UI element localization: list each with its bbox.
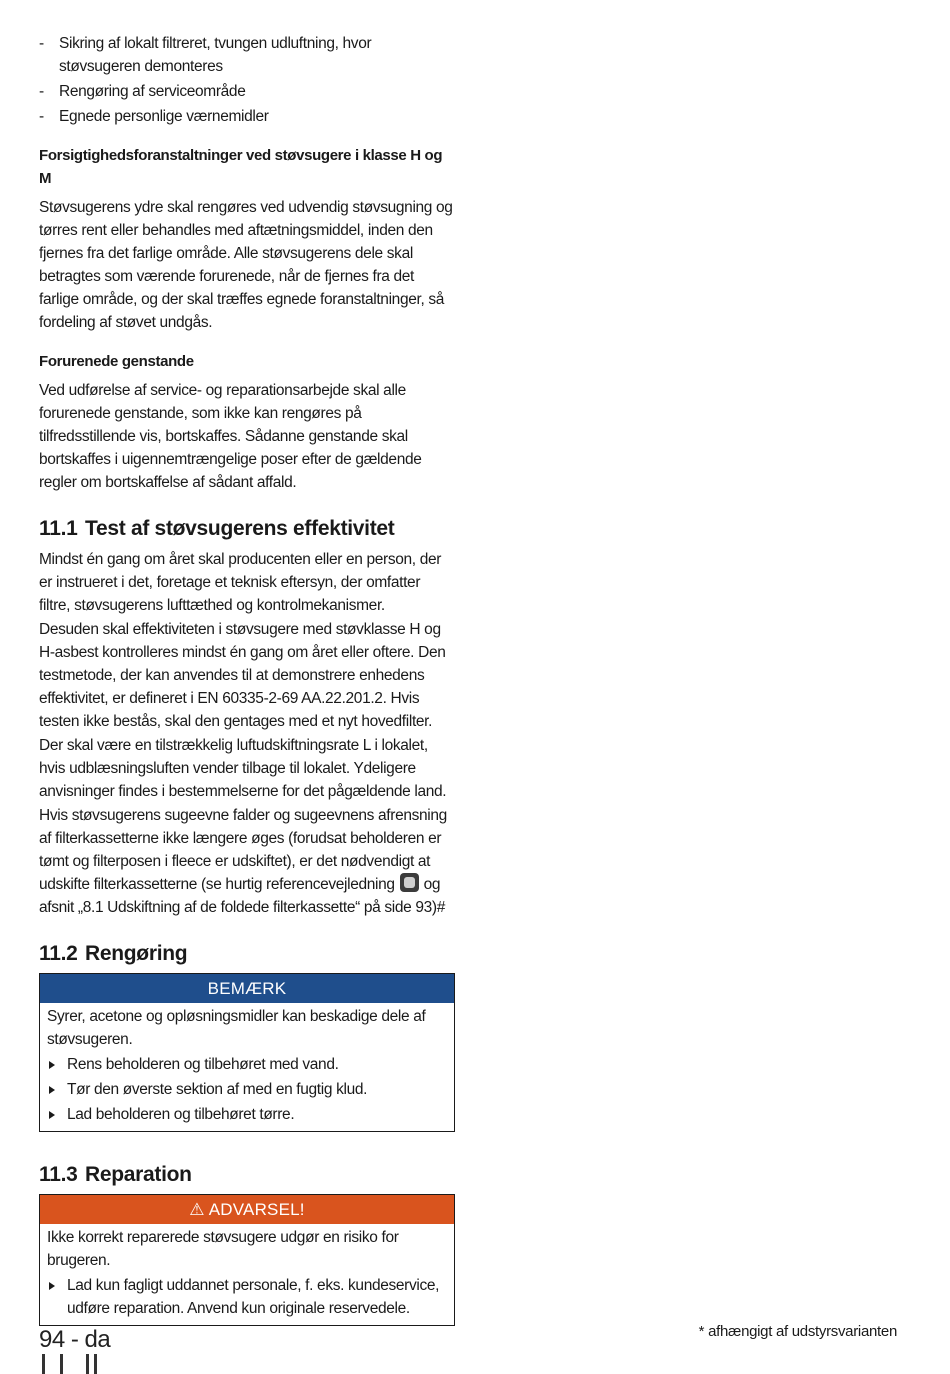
notice-text: Syrer, acetone og opløsningsmidler kan beskadige dele af støvsugeren. <box>47 1008 426 1048</box>
intro-list <box>39 32 455 128</box>
bullet-text: Rens beholderen og tilbehøret med vand. <box>67 1056 339 1073</box>
section-heading-11-1 <box>39 516 455 542</box>
warning-header <box>40 1195 454 1224</box>
quick-reference-guide-icon <box>400 873 419 892</box>
notice-body <box>40 1003 454 1131</box>
section-heading-11-2 <box>39 941 455 967</box>
list-item-text: Rengøring af serviceområde <box>59 83 246 100</box>
list-item-text: Sikring af lokalt filtreret, tvungen udluftning, hvor støvsugeren demonteres <box>59 35 372 75</box>
warning-bullet <box>47 1274 447 1320</box>
contaminated-items-text: Ved udførelse af service- og reparationsarbejde skal alle forurenede genstande, som ikke kan rengøres på tilfredsstillende vis, bortskaffes. Sådanne genstande skal bortskaffes i uigennemtrængelige poser efter de gældende regler om bortskaffelse af sådant affald. <box>39 382 422 491</box>
warning-triangle-icon: ⚠ <box>189 1200 205 1219</box>
list-item <box>39 32 455 78</box>
list-item <box>39 80 455 103</box>
dash-marker: - <box>39 108 44 125</box>
paragraph-text: og afsnit „8.1 Udskiftning af de foldede filterkassette“ på side 93)# <box>39 876 445 916</box>
section-number: 11.1 <box>39 517 78 540</box>
paragraph: Der skal være en tilstrækkelig luftudskiftningsrate L i lokalet, hvis udblæsningsluften vender tilbage til lokalet. Ydeligere anvisninger findes i bestemmelserne for det pågældende land. <box>39 737 447 800</box>
list-item-text: Egnede personlige værnemidler <box>59 108 269 125</box>
bullet-text: Tør den øverste sektion af med en fugtig klud. <box>67 1081 368 1098</box>
precautions-heading: Forsigtighedsforanstaltninger ved støvsugere i klasse H og M <box>39 147 443 187</box>
precautions-text: Støvsugerens ydre skal rengøres ved udvendig støvsugning og tørres rent eller behandles med aftætningsmiddel, inden den fjernes fra det farlige område. Alle støvsugerens dele skal betragtes som værende forurenede, når de fjernes fra det farlige område, og der skal træffes egnede foranstaltninger, så fordeling af støvet undgås. <box>39 199 453 331</box>
bullet-triangle-icon <box>49 1282 55 1290</box>
warning-body <box>40 1224 454 1325</box>
section-number: 11.3 <box>39 1163 78 1186</box>
warning-label: ADVARSEL! <box>208 1200 305 1219</box>
main-column <box>39 32 455 1326</box>
bullet-text: Lad beholderen og tilbehøret tørre. <box>67 1106 295 1123</box>
paragraph: Desuden skal effektiviteten i støvsugere med støvklasse H og H-asbest kontrolleres mindst én gang om året eller oftere. Den testmetode, der kan anvendes til at demonstrere enhedens effektivitet, er defineret i EN 60335-2-69 AA.22.201.2. Hvis testen ikke bestås, skal den gentages med et nyt hovedfilter. <box>39 621 446 730</box>
page-number: 94 - da <box>39 1326 111 1353</box>
section-heading-11-3 <box>39 1162 455 1188</box>
paragraph-text: Hvis støvsugerens sugeevne falder og sugeevnens afrensning af filterkassetterne ikke længere øges (forudsat beholderen er tømt og filterposen i fleece er udskiftet), er det nødvendigt at udskifte filterkassetterne (se hurtig referencevejledning <box>39 807 447 893</box>
notice-bullet <box>47 1078 447 1101</box>
list-item <box>39 105 455 128</box>
notice-box <box>39 973 455 1132</box>
footnote: * afhængigt af udstyrsvarianten <box>698 1323 897 1340</box>
paragraph <box>39 804 455 919</box>
section-number: 11.2 <box>39 942 78 965</box>
bullet-triangle-icon <box>49 1111 55 1119</box>
notice-bullet <box>47 1103 447 1126</box>
bullet-text: Lad kun fagligt uddannet personale, f. eks. kundeservice, udføre reparation. Anvend kun originale reservedele. <box>67 1277 440 1317</box>
bullet-triangle-icon <box>49 1086 55 1094</box>
section-title: Rengøring <box>85 942 188 965</box>
section-title: Test af støvsugerens effektivitet <box>85 517 395 540</box>
bullet-triangle-icon <box>49 1061 55 1069</box>
section-title: Reparation <box>85 1163 192 1186</box>
dash-marker: - <box>39 35 44 52</box>
warning-box <box>39 1194 455 1326</box>
notice-label: BEMÆRK <box>40 974 454 1003</box>
notice-bullet <box>47 1053 447 1076</box>
warning-text: Ikke korrekt reparerede støvsugere udgør en risiko for brugeren. <box>47 1229 399 1269</box>
paragraph: Mindst én gang om året skal producenten eller en person, der er instrueret i det, foretage et teknisk eftersyn, der omfatter filtre, støvsugerens lufttæthed og kontrolmekanismer. <box>39 551 442 614</box>
contaminated-items-heading: Forurenede genstande <box>39 353 194 370</box>
dash-marker: - <box>39 83 44 100</box>
